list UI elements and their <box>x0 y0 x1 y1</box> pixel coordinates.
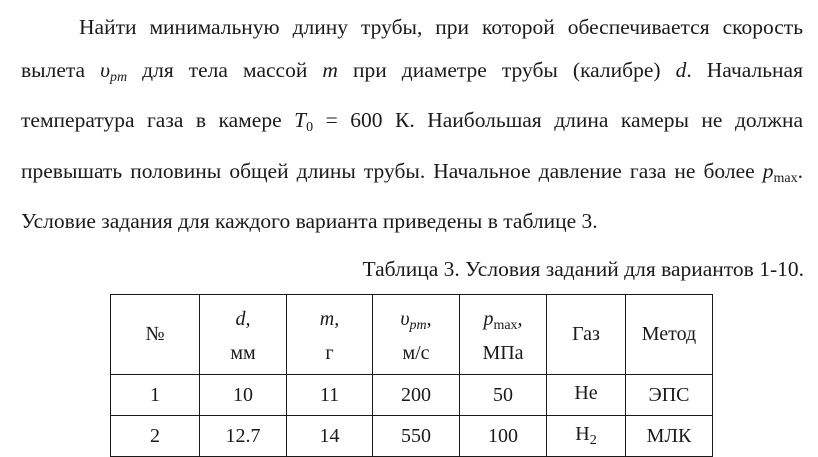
table-row <box>111 375 713 416</box>
header-velocity-symbol <box>373 303 459 335</box>
cell-diameter: 12.7 <box>200 416 287 457</box>
temperature-subscript: 0 <box>306 120 314 135</box>
header-pressure-symbol <box>460 303 546 335</box>
header-pressure-comma: , <box>517 307 523 330</box>
cell-velocity: 200 <box>373 375 460 416</box>
cell-pressure: 50 <box>460 375 547 416</box>
header-velocity-letter: υ <box>400 307 410 330</box>
cell-num: 2 <box>111 416 200 457</box>
text-segment: для тела массой <box>127 57 323 82</box>
gas-formula: He <box>574 382 598 404</box>
header-mass-symbol: m, <box>319 307 340 330</box>
temperature-symbol: T <box>294 108 307 132</box>
header-diameter-symbol: d, <box>235 307 251 330</box>
velocity-subscript: pm <box>109 69 128 85</box>
gas-subscript: 2 <box>589 433 597 448</box>
cell-method: МЛК <box>626 416 713 457</box>
header-velocity-unit: м/с <box>402 341 430 364</box>
mass-symbol: m <box>322 57 338 82</box>
text-segment: Найти минимальную длину трубы, при которой обеспечивается скорость вылета <box>21 15 803 82</box>
velocity-symbol: υ <box>100 57 110 82</box>
cell-pressure: 100 <box>460 416 547 457</box>
header-velocity-comma: , <box>426 307 432 330</box>
pressure-subscript: max <box>773 170 798 186</box>
cell-method: ЭПС <box>626 375 713 416</box>
header-velocity <box>373 295 460 375</box>
cell-gas <box>547 416 626 457</box>
table-caption: Таблица 3. Условия заданий для вариантов 1-10. <box>362 257 804 281</box>
text-segment: = 600 К. Наибольшая длина камеры не должна превышать половины общей длины трубы. Начальное давление газа не более <box>21 108 803 183</box>
text-segment: . Начальная температура газа в камере <box>21 57 803 132</box>
cell-diameter: 10 <box>200 375 287 416</box>
header-pressure-subscript: max <box>493 317 518 333</box>
cell-gas <box>547 375 626 416</box>
header-pressure <box>460 295 547 375</box>
header-mass <box>287 295 373 375</box>
table-header-row <box>111 295 713 375</box>
problem-statement <box>21 6 803 243</box>
header-method: Метод <box>626 295 713 375</box>
header-diameter <box>200 295 287 375</box>
cell-mass: 14 <box>287 416 373 457</box>
header-pressure-unit: МПа <box>482 341 524 364</box>
gas-formula: H <box>575 423 590 445</box>
header-velocity-subscript: pm <box>409 317 427 333</box>
cell-num: 1 <box>111 375 200 416</box>
diameter-symbol: d <box>675 57 687 82</box>
pressure-symbol: p <box>762 158 774 183</box>
text-segment: . Условие задания для каждого варианта приведены в таблице 3. <box>21 158 803 233</box>
header-pressure-letter: p <box>483 307 494 330</box>
text-segment: при диаметре трубы (калибре) <box>337 57 676 82</box>
header-mass-unit: г <box>325 341 334 364</box>
header-gas: Газ <box>547 295 626 375</box>
header-num: № <box>111 295 200 375</box>
cell-velocity: 550 <box>373 416 460 457</box>
header-diameter-unit: мм <box>230 341 256 364</box>
cell-mass: 11 <box>287 375 373 416</box>
table-row <box>111 416 713 457</box>
conditions-table <box>110 294 713 457</box>
